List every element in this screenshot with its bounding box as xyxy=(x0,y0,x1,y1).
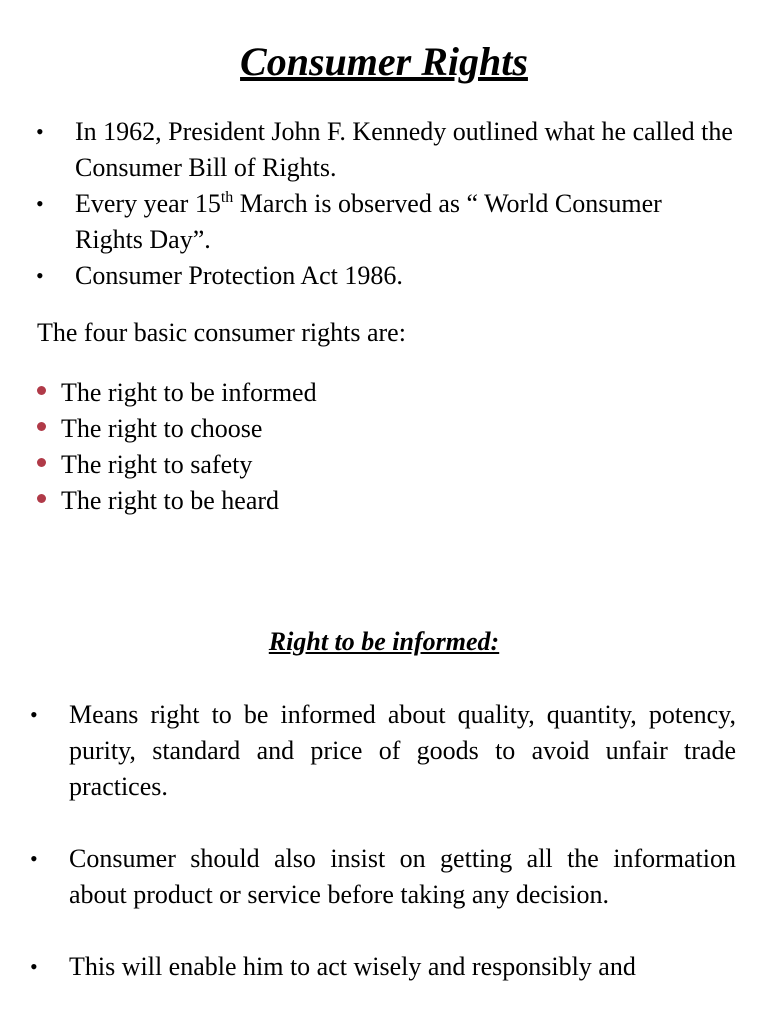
list-item xyxy=(30,841,736,913)
rights-list-item xyxy=(36,483,317,519)
list-item-text: In 1962, President John F. Kennedy outlined what he called the Consumer Bill of Rights. xyxy=(75,117,733,182)
bullet-icon: • xyxy=(36,119,44,144)
list-item xyxy=(36,186,736,258)
list-item-text: Means right to be informed about quality, quantity, potency, purity, standard and price of goods to avoid unfair trade practices. xyxy=(69,700,736,801)
list-item-text: Consumer Protection Act 1986. xyxy=(75,261,403,290)
list-item xyxy=(30,697,736,805)
rights-list-item xyxy=(36,411,317,447)
bullet-icon: • xyxy=(30,702,38,727)
rights-list-item xyxy=(36,375,317,411)
rights-list-item-text: The right to choose xyxy=(61,414,263,443)
detail-list xyxy=(30,697,736,1021)
ordinal-suffix: th xyxy=(220,189,234,206)
section-heading: Right to be informed: xyxy=(268,627,500,656)
bullet-icon: • xyxy=(30,954,38,979)
list-item-text: This will enable him to act wisely and responsibly and xyxy=(69,952,636,981)
rights-list-item-text: The right to be heard xyxy=(61,486,280,515)
rights-list xyxy=(36,375,317,519)
list-item xyxy=(36,114,736,186)
list-item-text-end: March is observed as “ World Consumer Rights Day”. xyxy=(75,189,662,254)
rights-list-item xyxy=(36,447,317,483)
list-item-text-start: Every year 15 xyxy=(75,189,221,218)
bullet-icon: • xyxy=(30,846,38,871)
bullet-icon: • xyxy=(36,191,44,216)
bullet-icon xyxy=(37,422,46,431)
rights-lead-text: The four basic consumer rights are: xyxy=(37,318,406,347)
list-item-text: Consumer should also insist on getting all the information about product or service before taking any decision. xyxy=(69,844,736,909)
list-item xyxy=(36,258,736,294)
bullet-icon: • xyxy=(36,263,44,288)
rights-list-item-text: The right to safety xyxy=(61,450,253,479)
rights-list-item-text: The right to be informed xyxy=(61,378,317,407)
bullet-icon xyxy=(37,458,46,467)
bullet-icon xyxy=(37,386,46,395)
page-title: Consumer Rights xyxy=(240,39,528,84)
bullet-icon xyxy=(37,494,46,503)
list-item xyxy=(30,949,736,985)
intro-list xyxy=(36,114,736,294)
